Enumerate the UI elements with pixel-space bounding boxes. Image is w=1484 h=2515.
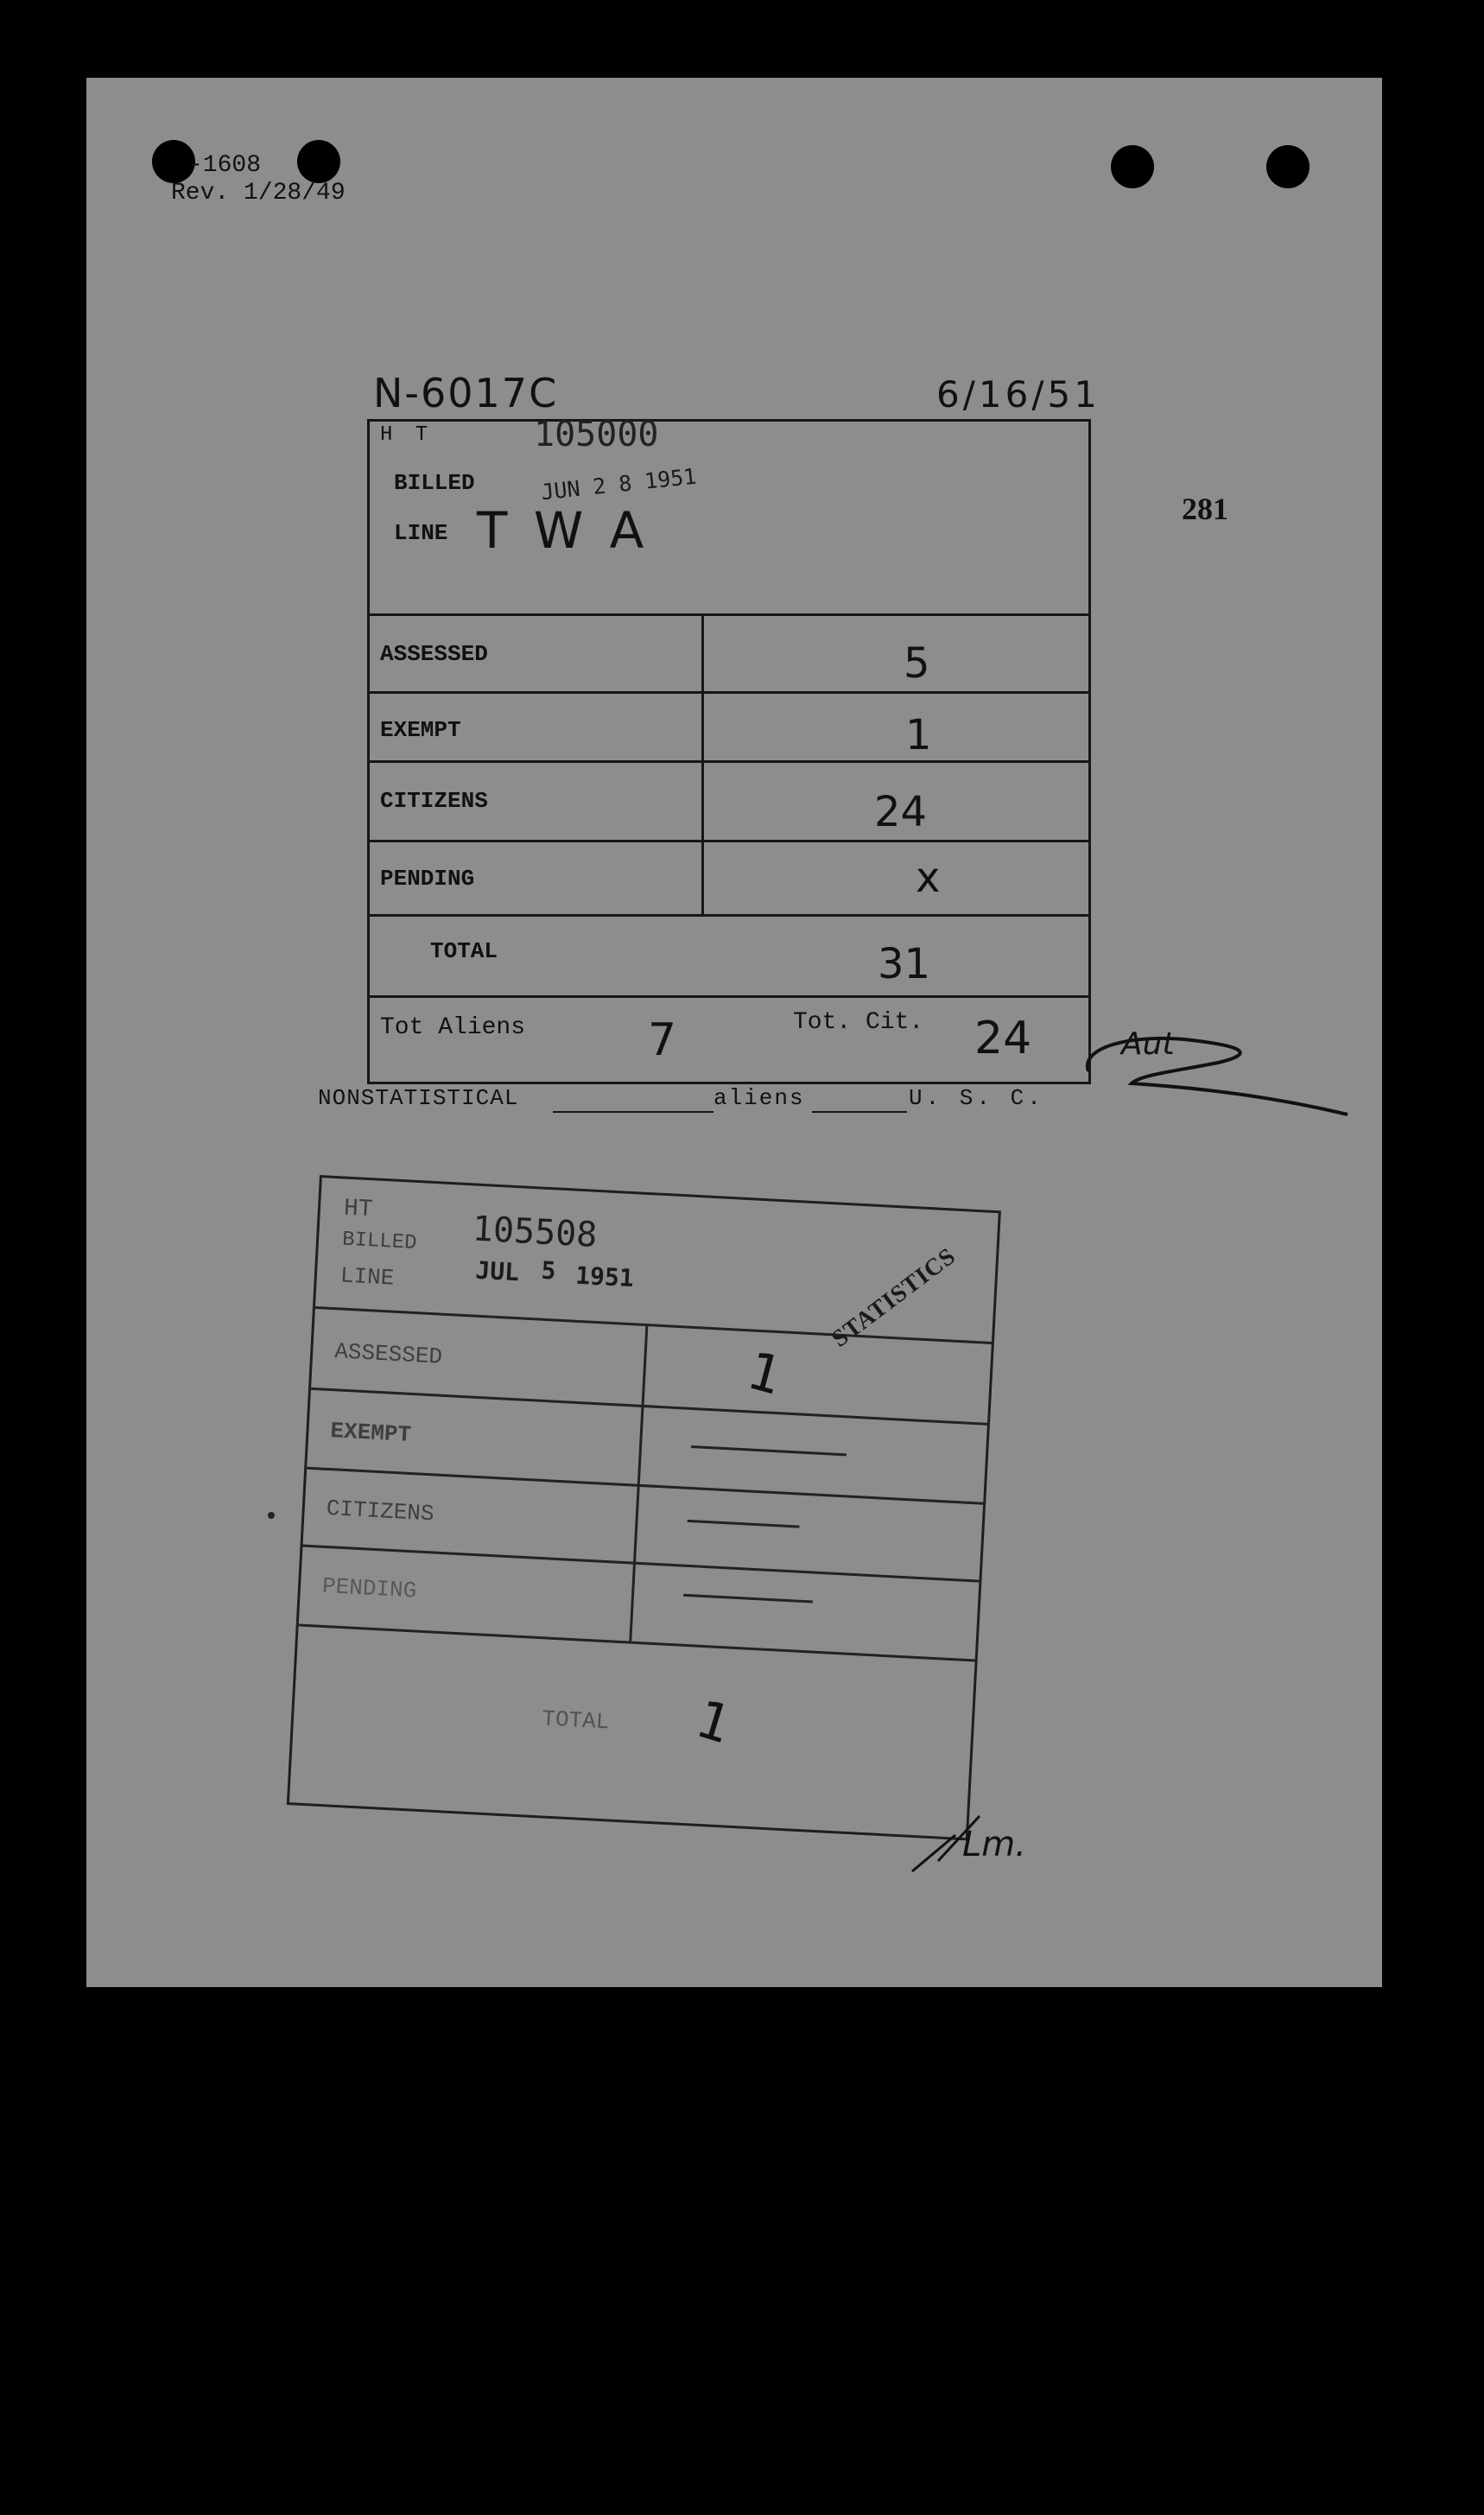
form1-divider — [367, 613, 1091, 616]
form2-statistics-stamp: STATISTICS — [827, 1242, 961, 1353]
form1-row-label: EXEMPT — [380, 717, 461, 743]
form1-tot-cit-value: 24 — [974, 1013, 1032, 1064]
form2-billed-label: BILLED — [341, 1228, 418, 1255]
form1-box — [367, 419, 1091, 1084]
nonstat-usc: U. S. C. — [909, 1085, 1044, 1111]
form2-date-year: 1951 — [574, 1261, 635, 1293]
punch-hole-icon — [1266, 145, 1310, 188]
form1-divider — [367, 691, 1091, 694]
form2-ht-value: 105508 — [471, 1209, 599, 1255]
form1-divider — [367, 760, 1091, 763]
form2-initials: Lm. — [962, 1825, 1026, 1864]
dust-speck — [268, 1512, 275, 1519]
form1-divider — [367, 840, 1091, 842]
initials-swoosh-icon — [1062, 1021, 1373, 1116]
nonstat-blank-1 — [553, 1111, 713, 1113]
form2-total-label: TOTAL — [541, 1705, 611, 1736]
form2-row-label: EXEMPT — [329, 1418, 412, 1448]
nonstat-aliens: aliens — [713, 1085, 805, 1111]
form1-ht-value: 105000 — [534, 415, 659, 454]
form1-total-label: TOTAL — [430, 938, 498, 964]
form1-divider — [367, 914, 1091, 917]
form1-billed-label: BILLED — [394, 470, 475, 496]
form1-ht-label: H T — [380, 423, 434, 447]
form1-billed-stamp: JUN 2 8 1951 — [539, 463, 698, 505]
form1-row-label: CITIZENS — [380, 788, 488, 814]
nonstat-label: NONSTATISTICAL — [318, 1085, 519, 1111]
date-handwritten: 6/16/51 — [936, 373, 1100, 416]
form1-divider — [367, 995, 1091, 998]
form2-row-value: 1 — [741, 1340, 790, 1408]
form1-row-label: ASSESSED — [380, 641, 488, 667]
form2-ht-label: HT — [343, 1195, 374, 1224]
form-number: -1608 — [188, 152, 262, 179]
form1-tot-aliens-value: 7 — [648, 1014, 677, 1066]
form2-box — [287, 1175, 1001, 1840]
form1-column-divider — [701, 613, 704, 914]
form1-total-value: 31 — [878, 940, 931, 988]
punch-hole-icon — [297, 140, 340, 183]
form1-tot-aliens-label: Tot Aliens — [380, 1014, 526, 1041]
form1-line-label: LINE — [394, 520, 448, 546]
form1-initials: Aut — [1121, 1026, 1175, 1062]
page-number: 281 — [1182, 492, 1228, 526]
paper-sheet — [86, 78, 1382, 1987]
form-revision: Rev. 1/28/49 — [171, 180, 346, 206]
form1-line-value: T W A — [477, 501, 650, 560]
form2-row-label: ASSESSED — [333, 1338, 443, 1370]
form2-line-label: LINE — [339, 1262, 396, 1292]
flight-number-handwritten: N-6017C — [373, 370, 559, 416]
form1-row-value: 24 — [874, 788, 928, 836]
nonstat-blank-2 — [812, 1111, 907, 1113]
form2-date-day: 5 — [540, 1255, 557, 1286]
punch-hole-icon — [1111, 145, 1154, 188]
form1-row-value: 5 — [904, 639, 930, 688]
form2-total-value: 1 — [689, 1688, 739, 1756]
form2-row-label: PENDING — [321, 1572, 417, 1604]
form1-tot-cit-label: Tot. Cit. — [793, 1009, 924, 1036]
form1-row-value: 1 — [905, 711, 932, 759]
form1-row-value: x — [916, 854, 941, 902]
form2-row-label: CITIZENS — [326, 1495, 435, 1527]
form2-date-month: JUL — [474, 1255, 520, 1287]
form1-row-label: PENDING — [380, 866, 475, 892]
